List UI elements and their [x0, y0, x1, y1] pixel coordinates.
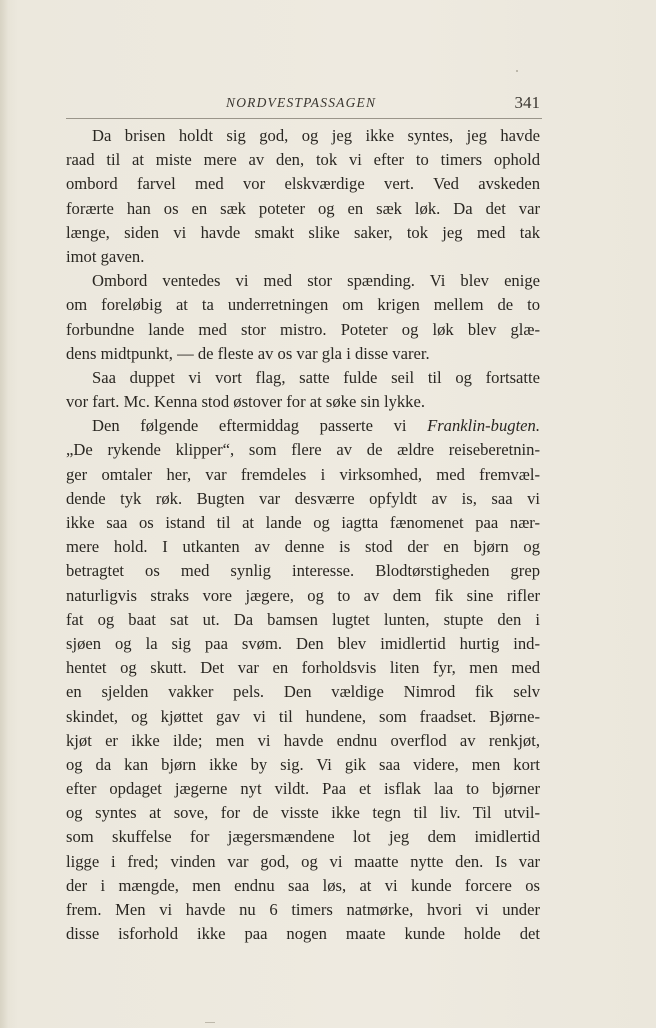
text-line: raad til at miste mere av den, tok vi efter to timers ophold [66, 150, 540, 170]
text-line: som skuffelse for jægersmændene lot jeg dem imidlertid [66, 827, 540, 847]
text-line: en sjelden vakker pels. Den vældige Nimrod fik selv [66, 682, 540, 702]
paper-speck [205, 1022, 215, 1023]
running-title: NORDVESTPASSAGEN [226, 95, 377, 110]
text-line: imot gaven. [66, 246, 145, 266]
text-line: og da kan bjørn ikke by sig. Vi gik saa videre, men kort [66, 754, 540, 774]
text-line: Da brisen holdt sig god, og jeg ikke syntes, jeg havde [92, 126, 540, 145]
text-line: længe, siden vi havde smakt slike saker, tok jeg med tak [66, 222, 540, 242]
text-line: dens midtpunkt, — de fleste av os var gla i disse varer. [66, 343, 430, 363]
text-line: skindet, og kjøttet gav vi til hundene, som fraadset. Bjørne- [66, 706, 540, 726]
text-line: ikke saa os istand til at lande og iagtta fænomenet paa nær- [66, 513, 540, 532]
text-line: og syntes at sove, for de visste ikke tegn til liv. Til utvil- [66, 803, 540, 823]
text-line: Ombord ventedes vi med stor spænding. Vi blev enige [92, 271, 540, 291]
text-line: dende tyk røk. Bugten var desværre opfyldt av is, saa vi [66, 488, 540, 508]
text-line: frem. Men vi havde nu 6 timers natmørke, hvori vi under [66, 900, 540, 919]
page-number: 341 [514, 93, 540, 112]
running-header [66, 92, 542, 119]
text-line: Saa duppet vi vort flag, satte fulde seil til og fortsatte [92, 367, 540, 387]
text-line: vor fart. Mc. Kenna stod østover for at søke sin lykke. [66, 392, 425, 412]
text-line: forærte han os en sæk poteter og en sæk løk. Da det var [66, 198, 540, 218]
text-line: betragtet os med synlig interesse. Blodtørstigheden grep [66, 561, 540, 581]
text-line: ger omtaler her, var fremdeles i virksomhed, med fremvæl- [66, 464, 540, 484]
place-name-italic: Franklin-bugten. [427, 416, 540, 436]
text-line: ombord farvel med vor elskværdige vert. Ved avskeden [66, 174, 540, 194]
body-text [66, 124, 540, 946]
text-line: forbundne lande med stor mistro. Poteter og løk blev glæ- [66, 319, 540, 339]
text-line: „De rykende klipper“, som flere av de ældre reiseberetnin- [66, 440, 540, 460]
text-line: fat og baat sat ut. Da bamsen lugtet lunten, stupte den i [66, 609, 540, 629]
text-line: naturligvis straks vore jægere, og to av dem fik sine rifler [66, 585, 540, 605]
text-line-with-emphasis [66, 414, 540, 438]
page-spine-shadow [0, 0, 8, 1028]
text-line: der i mængde, men endnu saa løs, at vi kunde forcere os [66, 875, 540, 895]
text-line: kjøt er ikke ilde; men vi havde endnu overflod av renkjøt, [66, 730, 540, 750]
text-line: sjøen og la sig paa svøm. Den blev imidlertid hurtig ind- [66, 633, 540, 653]
text-line: ligge i fred; vinden var god, og vi maatte nytte den. Is var [66, 851, 540, 871]
text-line: disse isforhold ikke paa nogen maate kunde holde det [66, 924, 540, 944]
paper-speck [516, 70, 518, 72]
text-line: mere hold. I utkanten av denne is stod der en bjørn og [66, 537, 540, 557]
text-segment: Den følgende eftermiddag passerte vi [92, 416, 407, 436]
text-line: efter opdaget jægerne nyt vildt. Paa et isflak laa to bjørner [66, 779, 540, 799]
text-line: om foreløbig at ta underretningen om krigen mellem de to [66, 295, 540, 315]
text-line: hentet og skutt. Det var en forholdsvis liten fyr, men med [66, 658, 540, 678]
